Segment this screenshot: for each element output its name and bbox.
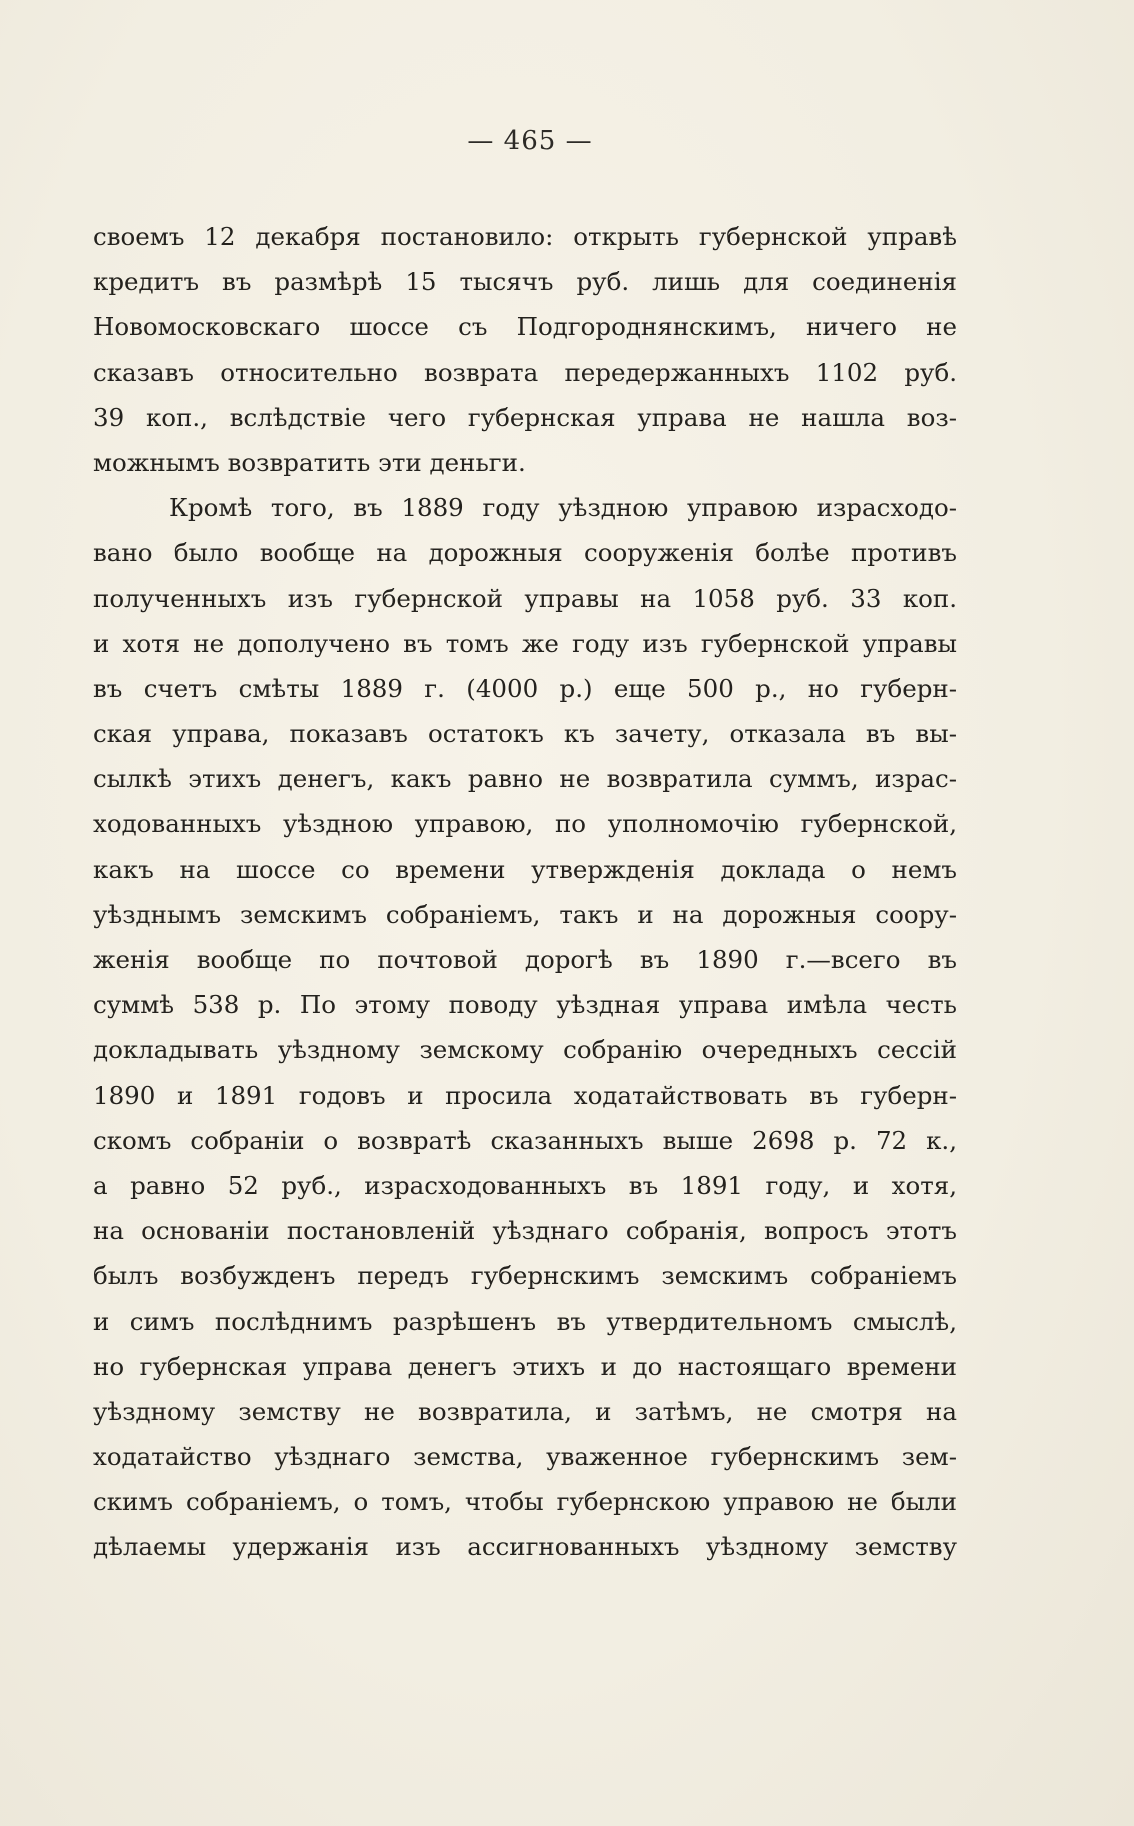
text-line: сказавъ относительно возврата передержанныхъ 1102 руб. [93,357,957,387]
text-line: полученныхъ изъ губернской управы на 1058 руб. 33 коп. [93,583,957,613]
text-line: вано было вообще на дорожныя сооруженія болѣе противъ [93,538,957,568]
text-line: кредитъ въ размѣрѣ 15 тысячъ руб. лишь для соединенія [93,267,957,297]
text-line: ская управа, показавъ остатокъ къ зачету, отказала въ вы- [93,719,957,749]
text-line: а равно 52 руб., израсходованныхъ въ 1891 году, и хотя, [93,1170,957,1200]
text-line: 39 коп., вслѣдствіе чего губернская управа не нашла воз- [93,402,957,432]
text-line: и хотя не дополучено въ томъ же году изъ губернской управы [93,628,957,658]
text-line: суммѣ 538 р. По этому поводу уѣздная управа имѣла честь [93,990,957,1020]
text-line: докладывать уѣздному земскому собранію очередныхъ сессій [93,1035,957,1065]
text-line: сылкѣ этихъ денегъ, какъ равно не возвратила суммъ, израс- [93,764,957,794]
text-line: какъ на шоссе со времени утвержденія доклада о немъ [93,854,957,884]
text-line: скомъ собраніи о возвратѣ сказанныхъ выше 2698 р. 72 к., [93,1125,957,1155]
text-line: былъ возбужденъ передъ губернскимъ земскимъ собраніемъ [93,1261,957,1291]
page-number: — 465 — [467,126,593,156]
text-line: уѣзднымъ земскимъ собраніемъ, такъ и на дорожныя соору- [93,899,957,929]
text-line: своемъ 12 декабря постановило: открыть губернской управѣ [93,222,957,251]
text-line: ходованныхъ уѣздною управою, по уполномочію губернской, [93,809,957,839]
text-line: на основаніи постановленій уѣзднаго собранія, вопросъ этотъ [93,1216,957,1246]
text-line: скимъ собраніемъ, о томъ, чтобы губернскою управою не были [93,1487,957,1517]
text-line: ходатайство уѣзднаго земства, уваженное губернскимъ зем- [93,1442,957,1472]
text-line: уѣздному земству не возвратила, и затѣмъ, не смотря на [93,1396,957,1426]
text-line: дѣлаемы удержанія изъ ассигнованныхъ уѣздному земству [93,1532,957,1562]
paragraph-start-line: Кромѣ того, въ 1889 году уѣздною управою израсходо- [169,493,957,523]
text-line: въ счетъ смѣты 1889 г. (4000 р.) еще 500 р., но губерн- [93,673,957,703]
body-text [93,214,957,1570]
text-line: и симъ послѣднимъ разрѣшенъ въ утвердительномъ смыслѣ, [93,1306,957,1336]
text-line: женія вообще по почтовой дорогѣ въ 1890 г.—всего въ [93,945,957,974]
text-line: но губернская управа денегъ этихъ и до настоящаго времени [93,1351,957,1381]
text-line: 1890 и 1891 годовъ и просила ходатайствовать въ губерн- [93,1080,957,1110]
text-line: Новомосковскаго шоссе съ Подгороднянскимъ, ничего не [93,312,957,342]
text-line: можнымъ возвратить эти деньги. [93,447,526,477]
